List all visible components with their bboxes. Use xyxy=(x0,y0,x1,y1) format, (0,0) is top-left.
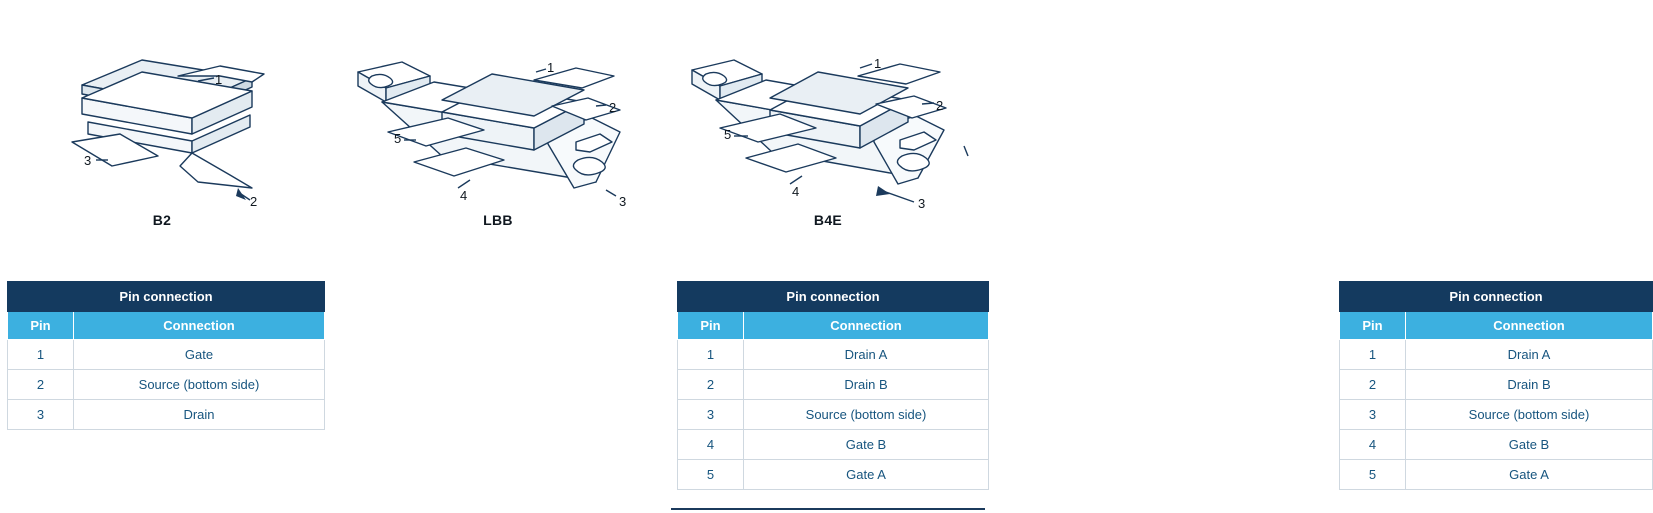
package-block-b4e xyxy=(668,0,1590,513)
package-label-lbb: LBB xyxy=(483,212,513,228)
pin-connection-table-b2 xyxy=(7,281,325,430)
table-header-connection-lbb: Connection xyxy=(744,312,989,340)
table-row xyxy=(1340,340,1653,370)
page-bottom-rule xyxy=(671,508,985,510)
callout-b4e-3: 3 xyxy=(918,196,926,211)
table-row xyxy=(8,400,325,430)
cell-pin: 4 xyxy=(678,430,744,460)
callout-lbb-1: 1 xyxy=(547,60,555,75)
table-row xyxy=(1340,460,1653,490)
table-row xyxy=(1340,400,1653,430)
callout-lbb-2: 2 xyxy=(609,100,617,115)
package-block-b2 xyxy=(2,0,322,513)
table-header-pin-b4e: Pin xyxy=(1340,312,1406,340)
table-header-connection-b2: Connection xyxy=(74,312,325,340)
cell-pin: 5 xyxy=(678,460,744,490)
cell-connection: Gate B xyxy=(744,430,989,460)
table-header-connection-b4e: Connection xyxy=(1406,312,1653,340)
table-header-pin-b2: Pin xyxy=(8,312,74,340)
cell-connection: Source (bottom side) xyxy=(744,400,989,430)
cell-pin: 2 xyxy=(8,370,74,400)
cell-pin: 1 xyxy=(1340,340,1406,370)
cell-connection: Drain B xyxy=(744,370,989,400)
table-title-lbb: Pin connection xyxy=(678,282,989,312)
cell-connection: Drain A xyxy=(1406,340,1653,370)
cell-pin: 3 xyxy=(8,400,74,430)
table-row xyxy=(1340,370,1653,400)
callout-b4e-5: 5 xyxy=(724,127,732,142)
b2-outline-svg xyxy=(2,10,322,210)
cell-connection: Drain xyxy=(74,400,325,430)
pin-connection-table-b4e xyxy=(1339,281,1653,490)
callout-b4e-4: 4 xyxy=(792,184,800,199)
callout-lbb-5: 5 xyxy=(394,131,402,146)
table-title-b2: Pin connection xyxy=(8,282,325,312)
cell-connection: Gate xyxy=(74,340,325,370)
cell-pin: 5 xyxy=(1340,460,1406,490)
cell-pin: 2 xyxy=(1340,370,1406,400)
cell-pin: 1 xyxy=(678,340,744,370)
cell-connection: Gate B xyxy=(1406,430,1653,460)
callout-b2-1: 1 xyxy=(215,72,223,87)
table-title-b4e: Pin connection xyxy=(1340,282,1653,312)
cell-pin: 3 xyxy=(1340,400,1406,430)
table-header-pin-lbb: Pin xyxy=(678,312,744,340)
lbb-outline-svg xyxy=(338,10,658,210)
callout-b4e-1: 1 xyxy=(874,56,882,71)
cell-connection: Source (bottom side) xyxy=(1406,400,1653,430)
cell-pin: 1 xyxy=(8,340,74,370)
cell-pin: 3 xyxy=(678,400,744,430)
table-row xyxy=(8,370,325,400)
package-drawing-b2 xyxy=(2,10,322,210)
b4e-outline-svg xyxy=(668,10,988,210)
callout-b4e-2: 2 xyxy=(936,98,944,113)
package-label-b2: B2 xyxy=(152,212,172,228)
table-row xyxy=(8,340,325,370)
callout-lbb-4: 4 xyxy=(460,188,468,203)
callout-b2-3: 3 xyxy=(84,153,92,168)
cell-connection: Gate A xyxy=(744,460,989,490)
package-drawing-b4e xyxy=(668,10,988,210)
cell-pin: 2 xyxy=(678,370,744,400)
cell-connection: Source (bottom side) xyxy=(74,370,325,400)
callout-b2-2: 2 xyxy=(250,194,258,209)
callout-lbb-3: 3 xyxy=(619,194,627,209)
cell-pin: 4 xyxy=(1340,430,1406,460)
package-drawing-lbb xyxy=(338,10,658,210)
cell-connection: Drain A xyxy=(744,340,989,370)
table-row xyxy=(1340,430,1653,460)
cell-connection: Gate A xyxy=(1406,460,1653,490)
package-label-b4e: B4E xyxy=(813,212,843,228)
cell-connection: Drain B xyxy=(1406,370,1653,400)
